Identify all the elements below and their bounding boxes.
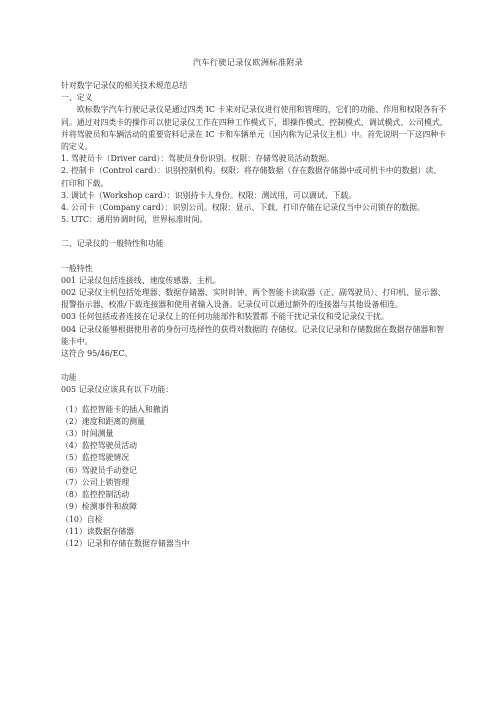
section-heading-features: 二、记录仪的一般特性和功能 bbox=[61, 239, 164, 249]
function-item: （12）记录和存储在数据存储器当中 bbox=[61, 538, 190, 548]
function-item: （7）公司上锁管理 bbox=[61, 477, 130, 487]
card-definition: 4. 公司卡（Company card）：识别公司。权限：显示、下载、打印存储在记录仪当中公司锁存的数据。 bbox=[61, 203, 425, 213]
spec-item: 001 记录仪包括连接线、速度传感器、主机。 bbox=[61, 275, 221, 285]
function-item: （2）速度和距离的测量 bbox=[61, 416, 145, 426]
function-item: （5）监控驾驶情况 bbox=[61, 453, 130, 463]
subheading-functions: 功能 bbox=[61, 373, 77, 383]
spec-item: 004 记录仪能够根据使用者的身份可选择性的获得对数据的 存储权。记录仪记录和存储数据在数据存储器和智能卡中。 bbox=[61, 324, 445, 346]
functions-lead: 005 记录仪应该具有以下功能： bbox=[61, 385, 174, 395]
function-item: （6）驾驶员手动登记 bbox=[61, 465, 138, 475]
compliance-note: 这符合 95/46/EC。 bbox=[61, 349, 133, 359]
definitions-paragraph: 欧标数字汽车行驶记录仪是通过四类 IC 卡来对记录仪进行使用和管理的，它们的功能、作用和权限各有不同。通过对四类卡的操作可以使记录仪工作在四种工作模式下，即操作模式、控制模式、调试模式、公司模式，并将驾驶员和车辆活动的重要资料记录在 IC 卡和车辆单元（国内称为记录仪主机）中。首先说明一下这四种卡的定义。 bbox=[61, 105, 448, 152]
function-item: （11）读数据存储器 bbox=[61, 526, 135, 536]
subheading-general: 一般特性 bbox=[61, 263, 93, 273]
intro-line: 针对数字记录仪的相关技术规范总结 bbox=[61, 81, 188, 90]
card-definition: 3. 调试卡（Workshop card）：识别持卡人身份。权限：测试用，可以调试、下载。 bbox=[61, 190, 357, 200]
spec-item: 002 记录仪主机包括处理器、数据存储器、实时时钟、两个智能卡读取器（正、副驾驶员）、打印机、显示器、报警指示器、校准/下载连接器和使用者输入设备。记录仪可以通过额外的连接器与其他设备相连。 bbox=[61, 288, 446, 310]
function-item: （10）自检 bbox=[61, 514, 103, 524]
card-definition: 5. UTC：通用协调时间，世界标准时间。 bbox=[61, 215, 208, 225]
function-item: （4）监控驾驶员活动 bbox=[61, 441, 138, 451]
function-item: （1）监控智能卡的插入和撤消 bbox=[61, 404, 169, 414]
page-title: 汽车行驶记录仪欧洲标准附录 bbox=[192, 57, 304, 67]
card-definition: 2. 控制卡（Control card）：识别控制机构。权限：将存储数据（存在数据存储器中或司机卡中的数据）读、打印和下载。 bbox=[61, 166, 442, 188]
function-item: （3）时间测量 bbox=[61, 429, 114, 439]
document-body bbox=[61, 80, 449, 550]
function-item: （8）监控控制活动 bbox=[61, 490, 130, 500]
card-definition: 1. 驾驶员卡（Driver card）：驾驶员身份识别。权限：存储驾驶员活动数据。 bbox=[61, 154, 335, 164]
section-heading-definitions: 一、定义 bbox=[61, 93, 93, 103]
function-item: （9）检测事件和故障 bbox=[61, 502, 138, 512]
spec-item: 003 任何包括或者连接在记录仪上的任何功能部件和装置都 不能干扰记录仪和受记录仪干扰。 bbox=[61, 312, 389, 322]
